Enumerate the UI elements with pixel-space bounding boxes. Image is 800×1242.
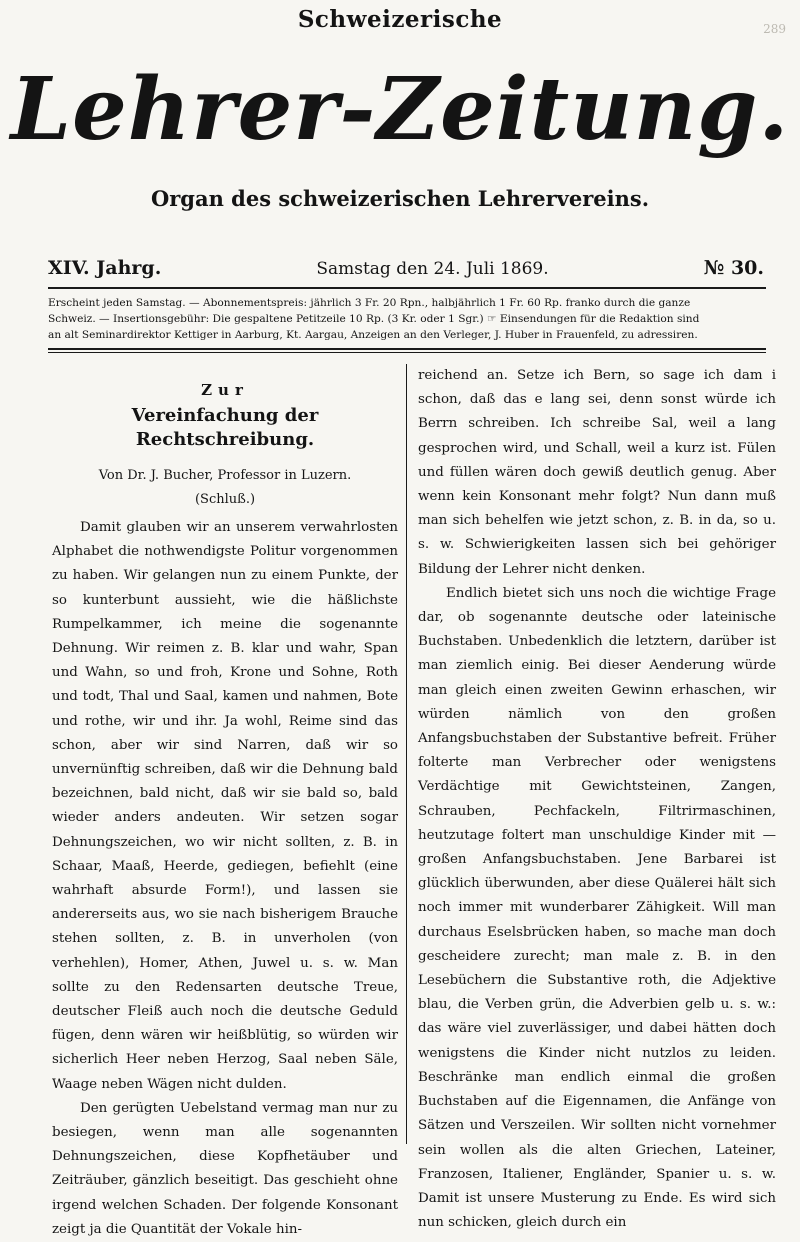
masthead-title: Lehrer-Zeitung.	[10, 59, 790, 160]
subscription-line: an alt Seminardirektor Kettiger in Aarburg, Kt. Aargau, Anzeigen an den Verleger, J. Huber in Frauenfeld, zu adressiren.	[48, 329, 698, 341]
paragraph: Den gerügten Uebelstand vermag man nur zu besiegen, wenn man alle sogenannten Dehnungszeichen, diese Kopfhetäuber und Zeiträuber, gänzlich beseitigt. Das geschieht ohne irgend welchen Schaden. Der folgende Konsonant zeigt ja die Quantität der Vokale hin-	[52, 1100, 398, 1237]
page-number: 289	[763, 22, 786, 36]
rule-bottom-thin	[48, 352, 766, 353]
column-left	[52, 364, 398, 1242]
article-kicker: Zur	[201, 381, 249, 399]
article-title: Vereinfachung der Rechtschreibung.	[131, 405, 319, 450]
paragraph: Endlich bietet sich uns noch die wichtige Frage dar, ob sogenannte deutsche oder lateinische Buchstaben. Unbedenklich die letztern, darüber ist man ziemlich einig. Bei dieser Aenderung würde man gleich einen zweiten Gewinn erhaschen, wir würden nämlich von den großen Anfangsbuchstaben der Substantive befreit. Früher folterte man Verbrecher oder wenigstens Verdächtige mit Gewichtsteinen, Zangen, Schrauben, Pechfackeln, Filtrirmaschinen, heutzutage foltert man unschuldige Kinder mit — großen Anfangsbuchstaben. Jene Barbarei ist glücklich überwunden, aber diese Quälerei hält sich noch immer mit wunderbarer Zähigkeit. Will man durchaus Eselsbrücken haben, so mache man doch gescheidere zurecht; man male z. B. in den Lesebüchern die Substantive roth, die Adjektive blau, die Verben grün, die Adverbien gelb u. s. w.: das wäre viel zuverlässiger, und dabei hätten doch wenigstens die Kinder nicht nutzlos zu leiden. Beschränke man endlich einmal die großen Buchstaben auf die Eigennamen, die Anfänge von Sätzen und Verszeilen. Wir sollten nicht vornehmer sein wollen als die alten Griechen, Lateiner, Franzosen, Italiener, Engländer, Spanier u. s. w. Damit ist unsere Musterung zu Ende. Es wird sich nun schicken, gleich durch ein	[418, 585, 776, 1231]
article-note: (Schluß.)	[194, 492, 256, 507]
issue-year: XIV. Jahrg.	[48, 257, 162, 279]
rule-top	[48, 287, 766, 289]
issue-date: Samstag den 24. Juli 1869.	[316, 259, 549, 279]
paragraph: Damit glauben wir an unserem verwahrlosten Alphabet die nothwendigste Politur vorgenommen zu haben. Wir gelangen nun zu einem Punkte, der so kunterbunt aussieht, wie die häßlichste Rumpelkammer, ich meine die sogenannte Dehnung. Wir reimen z. B. klar und wahr, Span und Wahn, so und froh, Krone und Sohne, Roth und todt, Thal und Saal, kamen und nahmen, Bote und rothe, wir und ihr. Ja wohl, Reime sind das schon, aber wir sind Narren, daß wir so unvernünftig schreiben, daß wir die Dehnung bald bezeichnen, bald nicht, daß wir sie bald so, bald wieder anders andeuten. Wir setzen sogar Dehnungszeichen, wo wir nicht sollten, z. B. in Schaar, Maaß, Heerde, gediegen, befiehlt (eine wahrhaft absurde Form!), und lassen sie andererseits aus, wo sie nach bisherigem Brauche stehen sollten, z. B. in unverholen (von verhehlen), Homer, Athen, Juwel u. s. w. Man sollte zu den Redensarten deutsche Treue, deutscher Fleiß auch noch die deutsche Geduld fügen, denn wären wir heißblütig, so würden wir sicherlich Heer neben Herzog, Saal neben Säle, Waage neben Wägen nicht dulden.	[52, 520, 398, 1092]
column-right	[418, 364, 776, 1235]
masthead-subtitle: Organ des schweizerischen Lehrervereins.	[150, 186, 650, 211]
subscription-line: Schweiz. — Insertionsgebühr: Die gespaltene Petitzeile 10 Rp. (3 Kr. oder 1 Sgr.) ☞ Einsendungen für die Redaktion sind	[48, 313, 700, 325]
subscription-notice	[48, 295, 766, 343]
paragraph: reichend an. Setze ich Bern, so sage ich dam i schon, daß das e lang sei, denn sonst würde ich Berrn schreiben. Ich schreibe Sal, weil a lang gesprochen wird, und Schall, weil a kurz ist. Fülen und füllen wären doch gewiß deutlich genug. Aber wenn kein Konsonant mehr folgt? Nun dann muß man sich behelfen wie jetzt schon, z. B. in da, so u. s. w. Schwierigkeiten lassen sich bei gehöriger Bildung der Lehrer nicht denken.	[418, 368, 776, 577]
masthead-kicker: Schweizerische	[297, 6, 503, 33]
subscription-line: Erscheint jeden Samstag. — Abonnementspreis: jährlich 3 Fr. 20 Rpn., halbjährlich 1 Fr. 60 Rp. franko durch die ganze	[48, 297, 691, 309]
column-divider	[406, 364, 407, 1144]
issue-bar	[48, 257, 764, 285]
rule-bottom	[48, 348, 766, 350]
article-byline: Von Dr. J. Bucher, Professor in Luzern.	[98, 468, 352, 483]
issue-number: № 30.	[703, 257, 764, 279]
